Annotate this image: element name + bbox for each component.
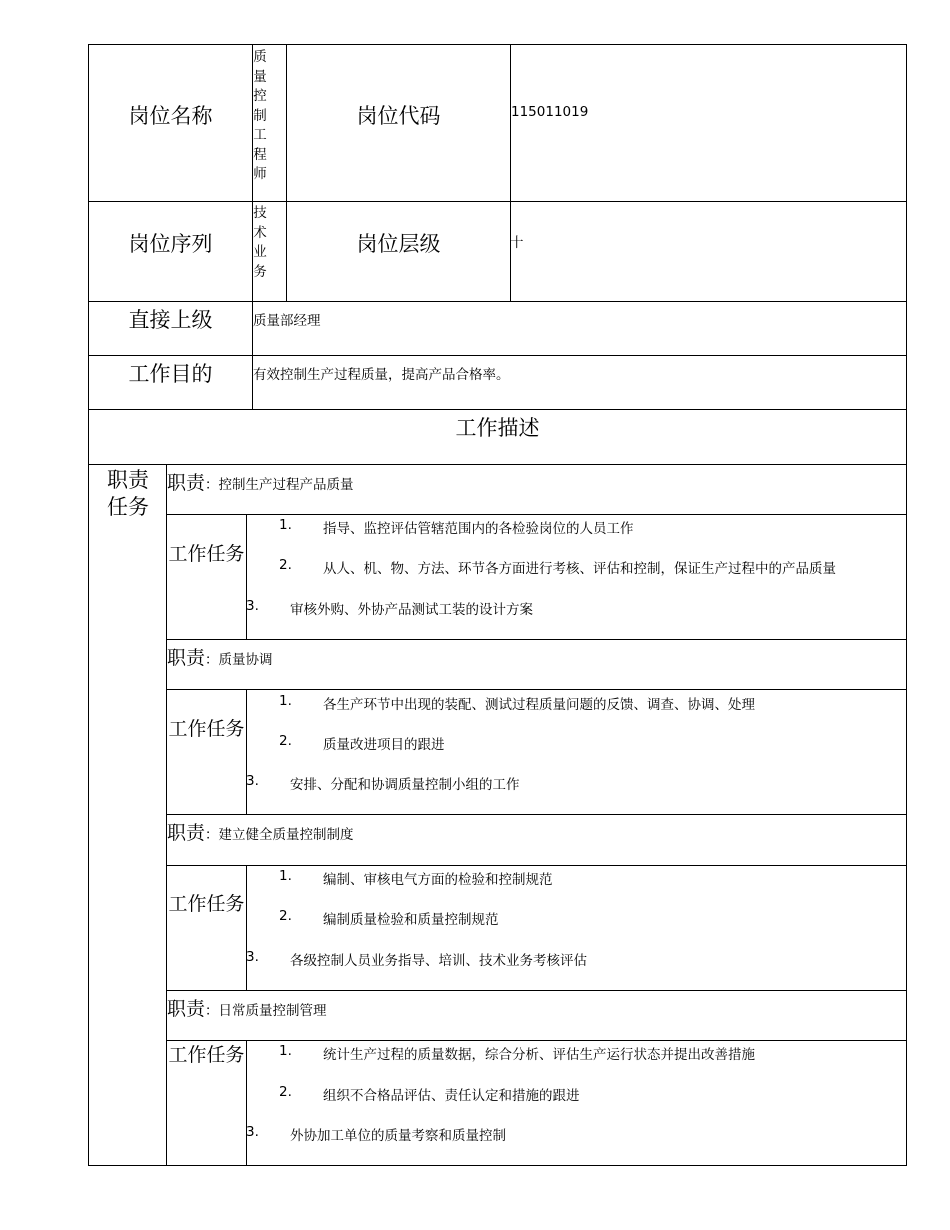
task-text: 编制、审核电气方面的检验和控制规范 (323, 872, 553, 888)
task-text: 各级控制人员业务指导、培训、技术业务考核评估 (290, 953, 587, 969)
duty-prefix: 职责 (167, 998, 206, 1020)
row-divider (166, 990, 907, 991)
task-text: 外协加工单位的质量考察和质量控制 (290, 1128, 506, 1144)
column-divider (286, 44, 287, 302)
duty-title (167, 818, 354, 845)
duty-prefix: 职责 (167, 647, 206, 669)
task-number: 2. (279, 1084, 292, 1100)
row-divider (166, 1040, 907, 1041)
column-divider (246, 865, 247, 991)
column-divider (510, 44, 511, 302)
work-task-label: 工作任务 (168, 893, 245, 915)
table-border-bottom (88, 1165, 907, 1166)
task-number: 3. (246, 773, 259, 789)
column-divider (246, 1040, 247, 1166)
row-divider (88, 464, 907, 465)
position-name-value: 质量控制工程师 (253, 49, 267, 182)
task-number: 2. (279, 908, 292, 924)
row-divider (166, 865, 907, 866)
task-number: 1. (279, 517, 292, 533)
position-series-value: 技术业务 (253, 205, 267, 280)
table-border-right (906, 44, 907, 1166)
task-number: 1. (279, 868, 292, 884)
duty-prefix: 职责 (167, 472, 206, 494)
task-number: 2. (279, 733, 292, 749)
position-code-label: 岗位代码 (356, 104, 441, 128)
work-task-label: 工作任务 (168, 1044, 245, 1066)
row-divider (166, 689, 907, 690)
work-task-label: 工作任务 (168, 543, 245, 565)
row-divider (166, 639, 907, 640)
duties-label: 职责任务 (107, 468, 149, 519)
duty-text: ：建立健全质量控制制度 (205, 827, 354, 843)
task-number: 2. (279, 557, 292, 573)
duty-text: ：质量协调 (205, 652, 273, 668)
duty-title (167, 643, 273, 670)
task-number: 1. (279, 693, 292, 709)
task-text: 审核外购、外协产品测试工装的设计方案 (290, 602, 533, 618)
work-purpose-value: 有效控制生产过程质量，提高产品合格率。 (253, 367, 510, 383)
row-divider (166, 814, 907, 815)
task-text: 质量改进项目的跟进 (323, 737, 445, 753)
task-text: 组织不合格品评估、责任认定和措施的跟进 (323, 1088, 580, 1104)
row-divider (88, 201, 907, 202)
task-number: 3. (246, 598, 259, 614)
position-level-value: 十 (510, 235, 524, 251)
direct-superior-value: 质量部经理 (253, 313, 321, 329)
task-text: 安排、分配和协调质量控制小组的工作 (290, 777, 520, 793)
position-code-value: 115011019 (511, 104, 589, 120)
task-text: 各生产环节中出现的装配、测试过程质量问题的反馈、调查、协调、处理 (323, 697, 755, 713)
row-divider (88, 409, 907, 410)
work-task-label: 工作任务 (168, 718, 245, 740)
position-series-label: 岗位序列 (128, 232, 213, 256)
work-purpose-label: 工作目的 (128, 362, 213, 386)
duty-title (167, 468, 354, 495)
table-border-top (88, 44, 907, 45)
task-number: 1. (279, 1043, 292, 1059)
position-name-label: 岗位名称 (128, 104, 213, 128)
duty-text: ：日常质量控制管理 (205, 1003, 327, 1019)
column-divider (246, 514, 247, 640)
duty-text: ：控制生产过程产品质量 (205, 477, 354, 493)
task-number: 3. (246, 1124, 259, 1140)
row-divider (88, 355, 907, 356)
row-divider (88, 301, 907, 302)
column-divider (246, 689, 247, 815)
duty-title (167, 994, 327, 1021)
task-text: 从人、机、物、方法、环节各方面进行考核、评估和控制，保证生产过程中的产品质量 (323, 561, 836, 577)
work-description-title: 工作描述 (455, 416, 540, 440)
direct-superior-label: 直接上级 (128, 308, 213, 332)
row-divider (166, 514, 907, 515)
task-text: 编制质量检验和质量控制规范 (323, 912, 499, 928)
position-level-label: 岗位层级 (356, 232, 441, 256)
table-border-left (88, 44, 89, 1166)
task-number: 3. (246, 949, 259, 965)
task-text: 统计生产过程的质量数据，综合分析、评估生产运行状态并提出改善措施 (323, 1047, 755, 1063)
task-text: 指导、监控评估管辖范围内的各检验岗位的人员工作 (323, 521, 634, 537)
duty-prefix: 职责 (167, 822, 206, 844)
